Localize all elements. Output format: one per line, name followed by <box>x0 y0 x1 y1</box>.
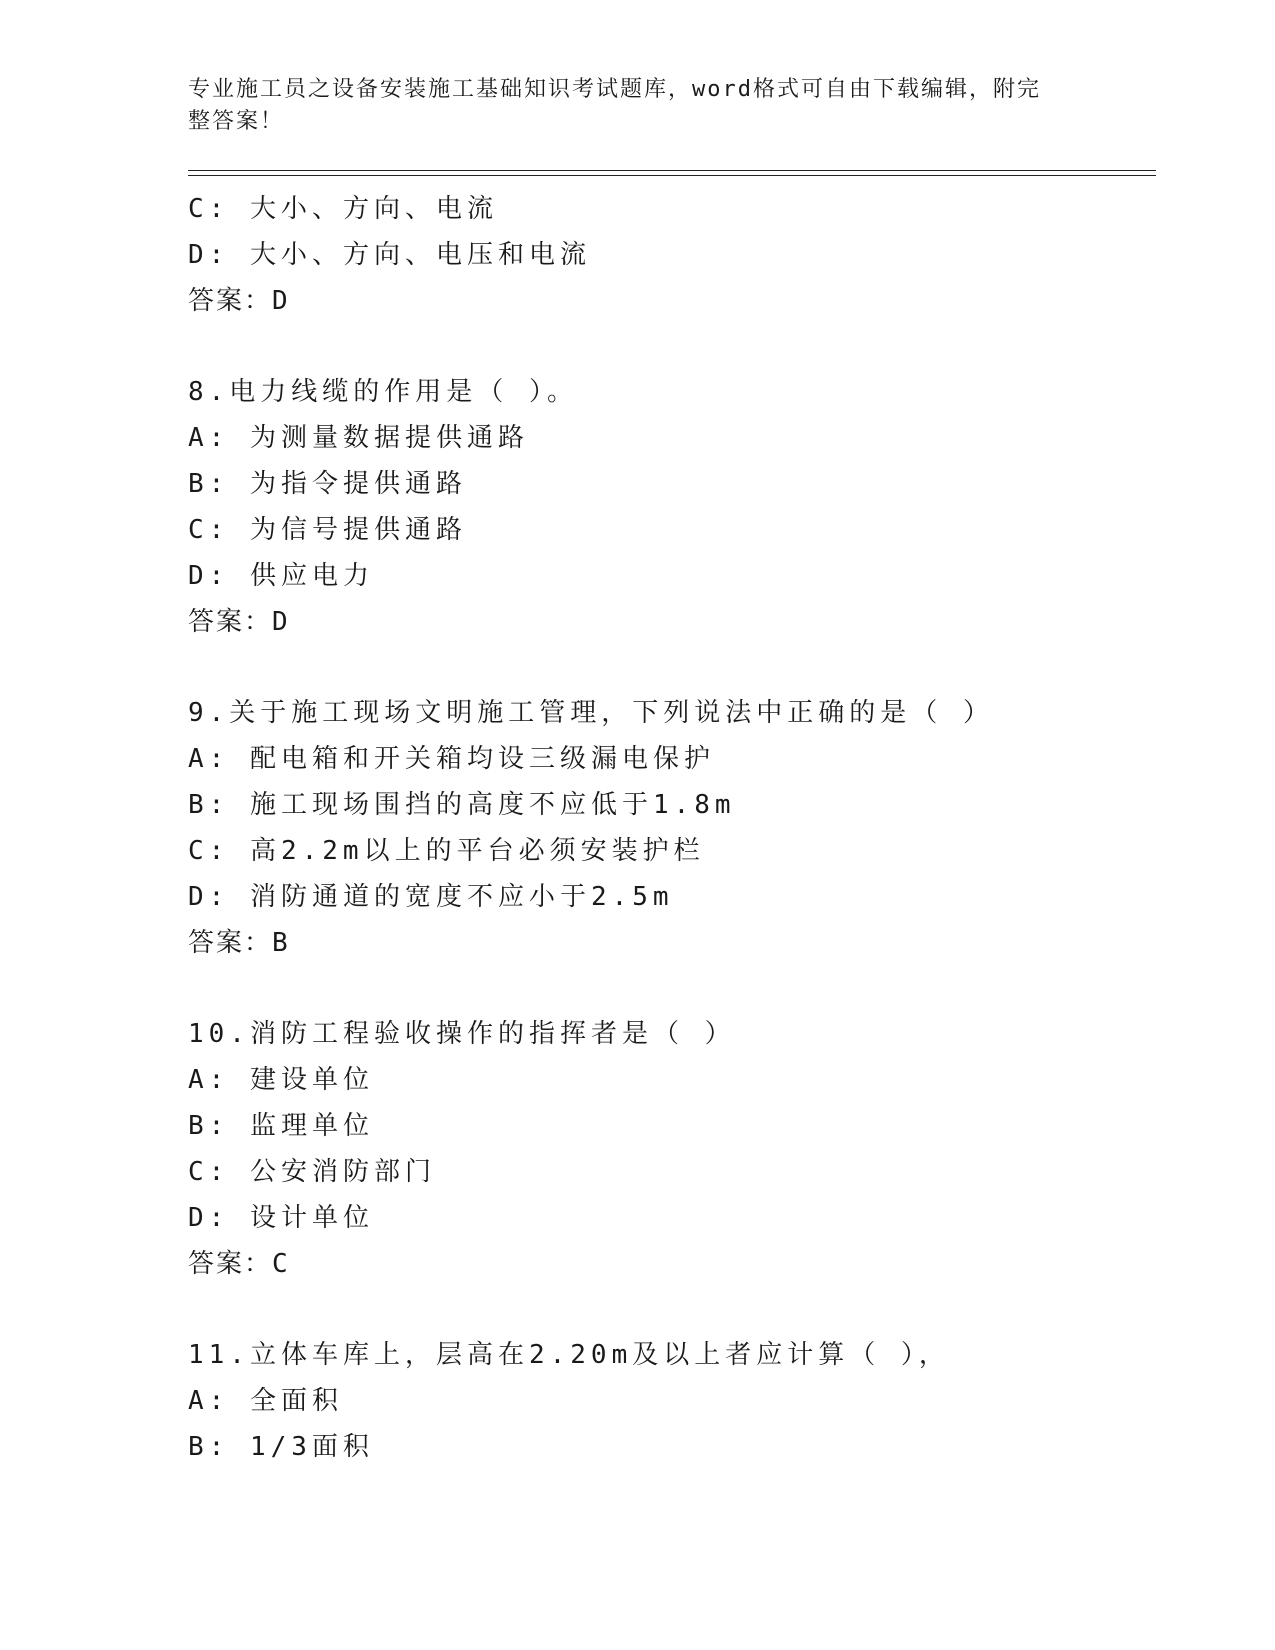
question-stem: 8.电力线缆的作用是（ ）。 <box>188 377 578 407</box>
document-header <box>188 74 1088 138</box>
question-10 <box>188 1011 1148 1287</box>
option-c: C: 公安消防部门 <box>188 1157 436 1187</box>
question-stem: 11.立体车库上，层高在2.20m及以上者应计算（ ）， <box>188 1340 950 1370</box>
option-d: D: 供应电力 <box>188 561 374 591</box>
question-8 <box>188 369 1148 645</box>
header-line-1: 专业施工员之设备安装施工基础知识考试题库，word格式可自由下载编辑，附完 <box>188 77 1041 102</box>
option-c: C: 高2.2m以上的平台必须安装护栏 <box>188 836 705 866</box>
option-a: A: 为测量数据提供通路 <box>188 423 529 453</box>
header-rule-bottom <box>188 175 1156 176</box>
question-9 <box>188 690 1148 966</box>
option-c: C: 为信号提供通路 <box>188 515 467 545</box>
option-b: B: 为指令提供通路 <box>188 469 467 499</box>
option-b: B: 监理单位 <box>188 1111 374 1141</box>
option-d: D: 大小、方向、电压和电流 <box>188 240 591 270</box>
question-stem: 9.关于施工现场文明施工管理，下列说法中正确的是（ ） <box>188 698 994 728</box>
option-b: B: 施工现场围挡的高度不应低于1.8m <box>188 790 736 820</box>
option-a: A: 全面积 <box>188 1386 343 1416</box>
answer: 答案：D <box>188 607 290 637</box>
option-b: B: 1/3面积 <box>188 1432 374 1462</box>
question-7-partial <box>188 186 1148 324</box>
option-c: C: 大小、方向、电流 <box>188 194 498 224</box>
header-rule-top <box>188 170 1156 171</box>
question-list <box>188 186 1148 1470</box>
option-a: A: 建设单位 <box>188 1065 374 1095</box>
question-stem: 10.消防工程验收操作的指挥者是（ ） <box>188 1019 736 1049</box>
answer: 答案：B <box>188 928 290 958</box>
answer: 答案：C <box>188 1249 290 1279</box>
option-d: D: 消防通道的宽度不应小于2.5m <box>188 882 674 912</box>
header-line-2: 整答案！ <box>188 109 285 134</box>
option-a: A: 配电箱和开关箱均设三级漏电保护 <box>188 744 715 774</box>
option-d: D: 设计单位 <box>188 1203 374 1233</box>
question-11 <box>188 1332 1148 1470</box>
answer: 答案：D <box>188 286 290 316</box>
